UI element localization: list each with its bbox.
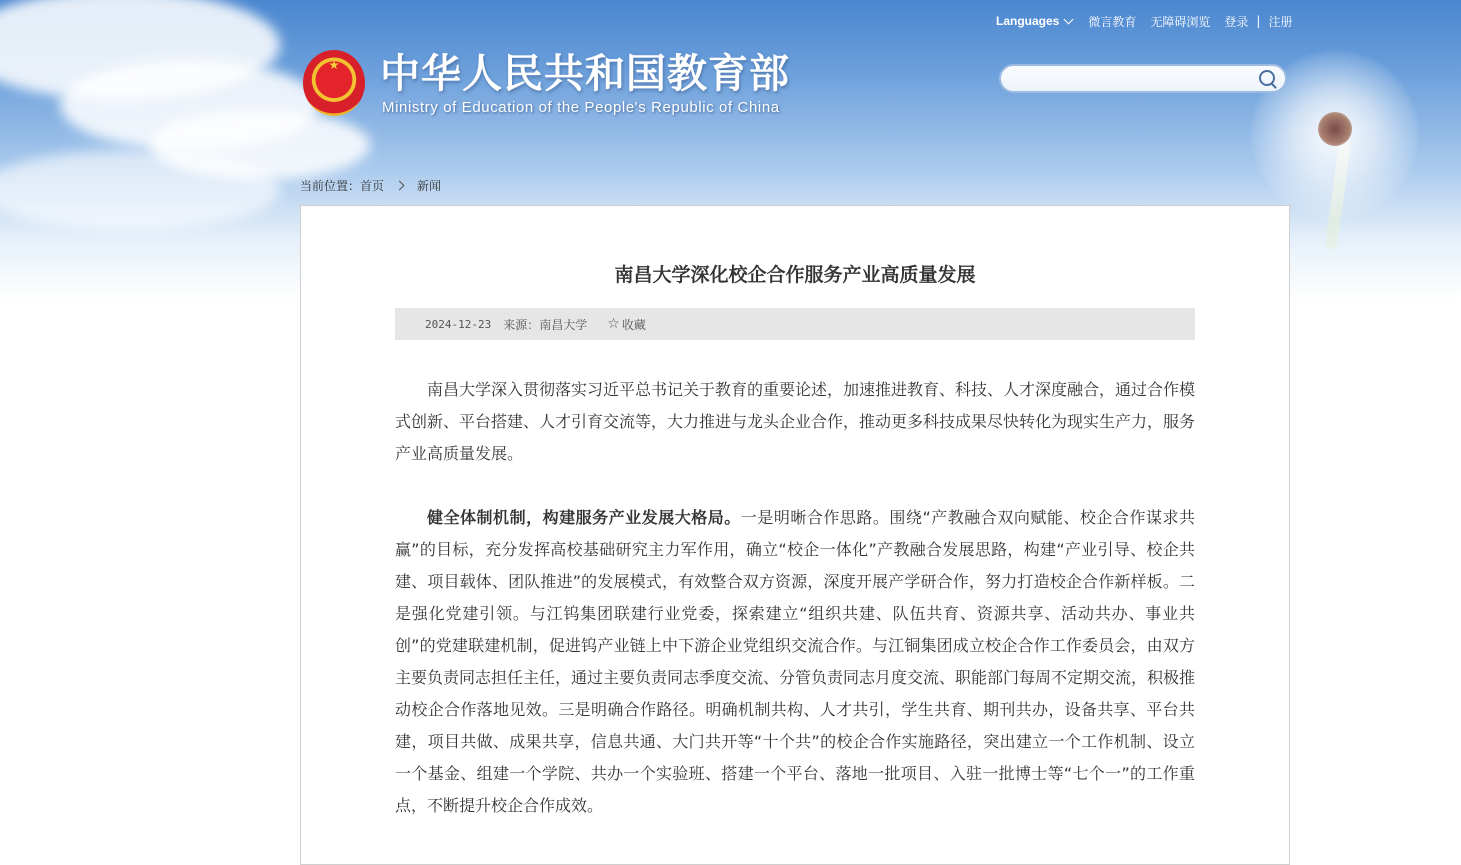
languages-menu[interactable] (996, 14, 1072, 28)
search-box (999, 64, 1287, 93)
site-title[interactable]: 中华人民共和国教育部 (380, 50, 790, 97)
article-paragraph-1: 南昌大学深入贯彻落实习近平总书记关于教育的重要论述，加速推进教育、科技、人才深度融合，通过合作模式创新、平台搭建、人才引育交流等，大力推进与龙头企业合作，推动更多科技成果尽快转化为现实生产力，服务产业高质量发展。 (395, 380, 1196, 463)
languages-label: Languages (996, 14, 1060, 28)
article-title: 南昌大学深化校企合作服务产业高质量发展 (614, 264, 976, 286)
chevron-right-icon (395, 181, 405, 191)
chevron-down-icon (1064, 14, 1074, 24)
top-links-separator: | (1256, 14, 1261, 28)
favorite-button[interactable] (607, 316, 646, 333)
search-input[interactable] (1011, 66, 1265, 93)
star-icon: ☆ (607, 316, 620, 332)
login-link[interactable]: 登录 (1224, 14, 1249, 29)
article-date: 2024-12-23 (425, 317, 492, 331)
register-link[interactable]: 注册 (1268, 14, 1293, 29)
dandelion-core (1318, 112, 1352, 146)
article-meta-bar (395, 308, 1195, 340)
paragraph-2-lead: 健全体制机制，构建服务产业发展大格局。 (427, 508, 741, 527)
breadcrumb-prefix: 当前位置： (300, 179, 361, 193)
article-paragraph-2 (395, 502, 1195, 822)
top-links (996, 12, 1292, 30)
article-source: 来源：南昌大学 (503, 317, 588, 332)
national-emblem-logo[interactable] (303, 50, 365, 116)
paragraph-2-text: 一是明晰合作思路。围绕“产教融合双向赋能、校企合作谋求共赢”的目标，充分发挥高校基础研究主力军作用，确立“校企一体化”产教融合发展思路，构建“产业引导、校企共建、项目载体、团队推进”的发展模式，有效整合双方资源，深度开展产学研合作，努力打造校企合作新样板。二是强化党建引领。与江钨集团联建行业党委，探索建立“组织共建、队伍共育、资源共享、活动共办、事业共创”的党建联建机制，促进钨产业链上中下游企业党组织交流合作。与江铜集团成立校企合作工作委员会，由双方主要负责同志担任主任，通过主要负责同志季度交流、分管负责同志月度交流、职能部门每周不定期交流，积极推动校企合作落地见效。三是明确合作路径。明确机制共构、人才共引，学生共育、期刊共办，设备共享、平台共建，项目共做、成果共享，信息共通、大门共开等“十个共”的校企合作实施路径，突出建立一个工作机制、设立一个基金、组建一个学院、共办一个实验班、搭建一个平台、落地一批项目、入驻一批博士等“七个一”的工作重点，不断提升校企合作成效。 (395, 508, 1196, 815)
site-title-english[interactable]: Ministry of Education of the People's Republic of China (382, 99, 780, 116)
breadcrumb (300, 177, 441, 194)
wechat-link[interactable]: 微言教育 (1088, 14, 1137, 29)
breadcrumb-home-link[interactable]: 首页 (360, 179, 385, 193)
favorite-label: 收藏 (621, 317, 646, 332)
article-card (300, 205, 1290, 865)
accessible-browse-link[interactable]: 无障碍浏览 (1150, 14, 1211, 29)
article-body (395, 374, 1195, 822)
search-icon[interactable] (1259, 70, 1275, 86)
breadcrumb-current[interactable]: 新闻 (417, 179, 442, 193)
